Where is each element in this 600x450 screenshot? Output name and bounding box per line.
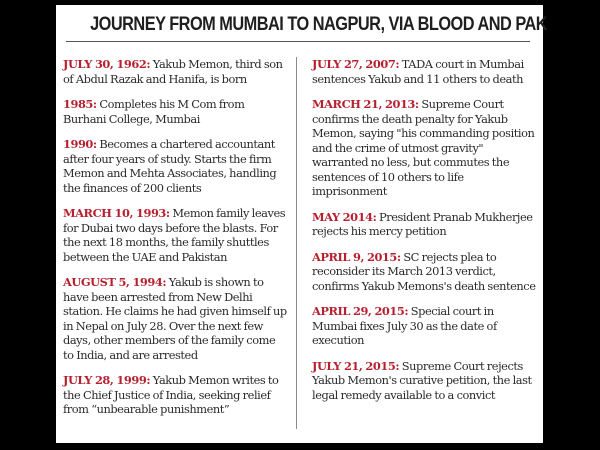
entry-date: MARCH 21, 2013: — [312, 97, 419, 111]
timeline-entry — [312, 304, 538, 348]
entry-text: Yakub Memon, third son of Abdul Razak and Hanifa, is born — [63, 57, 283, 86]
timeline-left-column — [63, 57, 288, 417]
entry-date: APRIL 9, 2015: — [312, 249, 401, 264]
entry-text: President Pranab Mukherjee rejects his mercy petition — [312, 209, 533, 238]
entry-date: JULY 21, 2015: — [312, 358, 400, 373]
entry-date: AUGUST 5, 1994: — [63, 275, 167, 289]
timeline-entry — [63, 97, 288, 126]
entry-date: JULY 28, 1999: — [63, 373, 151, 387]
entry-text: Becomes a chartered accountant after four years of study. Starts the firm Memon and Mehta Associates, handling the finances of 200 clients — [63, 137, 277, 195]
infographic-card — [56, 5, 548, 443]
timeline-entry — [312, 210, 538, 239]
entry-date: MAY 2014: — [312, 209, 377, 224]
timeline-entry — [312, 359, 538, 403]
entry-date: MARCH 10, 1993: — [63, 206, 170, 220]
timeline-right-column — [312, 57, 538, 402]
infographic-title: JOURNEY FROM MUMBAI TO NAGPUR, VIA BLOOD AND PAK — [90, 14, 548, 35]
entry-text: Memon family leaves for Dubai two days before the blasts. For the next 18 months, the family shuttles between the UAE and Pakistan — [63, 206, 286, 264]
timeline-entry — [63, 57, 288, 86]
column-divider — [296, 57, 297, 429]
entry-text: Supreme Court confirms the death penalty for Yakub Memon, saying "his commanding position and the crime of utmost gravity" warranted no less, but commutes the sentences of 10 others to life imprisonment — [312, 97, 535, 198]
entry-date: JULY 27, 2007: — [312, 57, 400, 71]
entry-date: 1990: — [63, 137, 97, 151]
entry-text: Yakub is shown to have been arrested from New Delhi station. He claims he had given himself up in Nepal on July 28. Over the next few days, other members of the family come to India, and are arrested — [63, 275, 287, 362]
entry-text: Completes his M Com from Burhani College, Mumbai — [63, 97, 245, 126]
timeline-entry — [63, 137, 288, 195]
entry-date: APRIL 29, 2015: — [312, 304, 409, 318]
entry-date: 1985: — [63, 97, 97, 111]
entry-date: JULY 30, 1962: — [63, 57, 151, 71]
entry-text: TADA court in Mumbai sentences Yakub and 11 others to death — [312, 57, 524, 86]
timeline-entry — [312, 250, 538, 294]
timeline-entry — [312, 57, 538, 86]
entry-text: Special court in Mumbai fixes July 30 as the date of execution — [312, 304, 497, 347]
timeline-entry — [63, 275, 288, 362]
timeline-entry — [312, 97, 538, 199]
entry-text: Yakub Memon writes to the Chief Justice of India, seeking relief from “unbearable punishment” — [63, 373, 279, 416]
timeline-entry — [63, 206, 288, 264]
title-rule — [66, 41, 530, 42]
timeline-entry — [63, 373, 288, 417]
entry-text: SC rejects plea to reconsider its March 2013 verdict, confirms Yakub Memons's death sentence — [312, 249, 536, 293]
entry-text: Supreme Court rejects Yakub Memon's curative petition, the last legal remedy available to a convict — [312, 358, 532, 402]
